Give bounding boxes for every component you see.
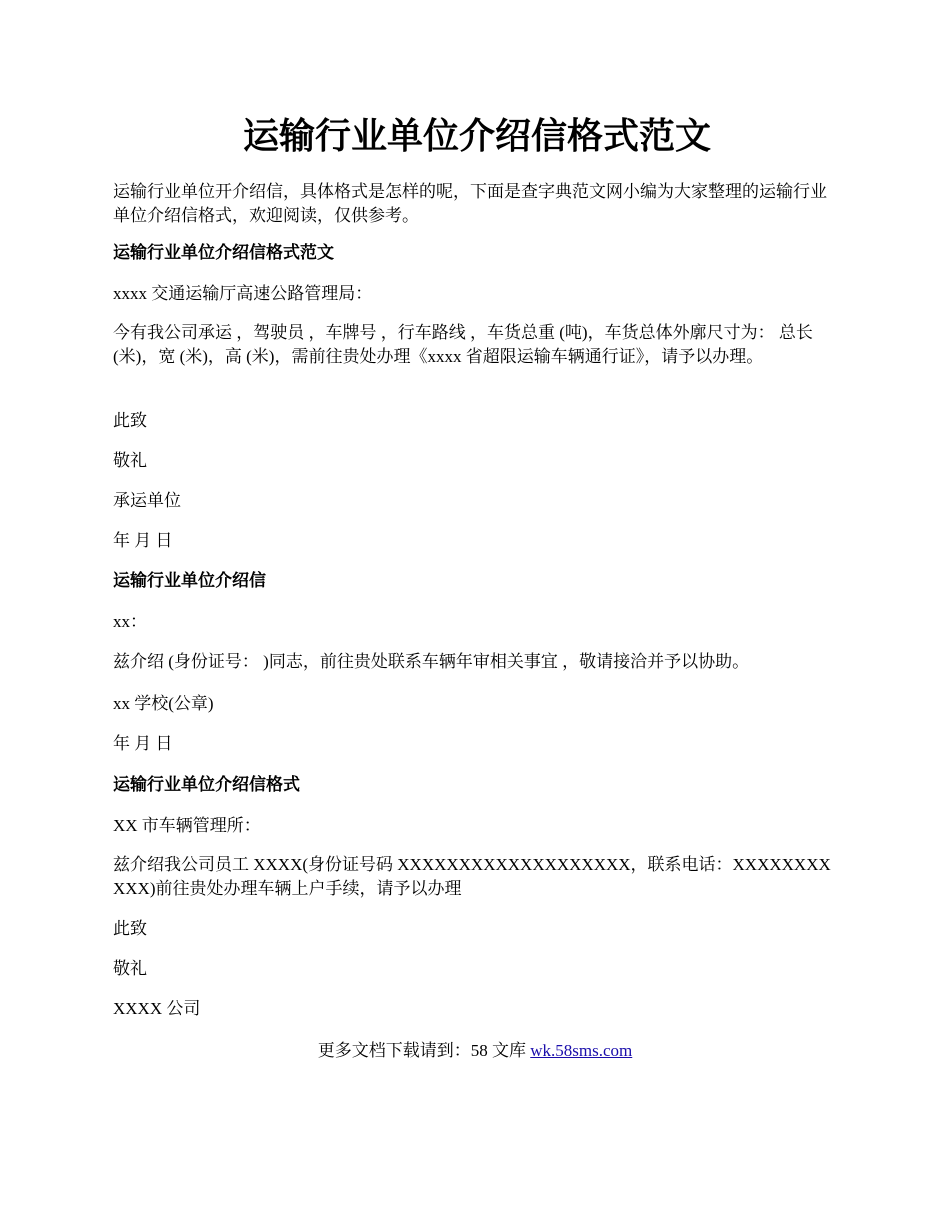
- document-title: 运输行业单位介绍信格式范文: [242, 116, 711, 156]
- section2-body: 兹介绍 (身份证号： )同志，前往贵处联系车辆年审相关事宜 ，敬请接洽并予以协助。: [113, 652, 750, 671]
- section3-recipient: XX 市车辆管理所：: [113, 816, 261, 835]
- intro-paragraph: 运输行业单位开介绍信，具体格式是怎样的呢，下面是查字典范文网小编为大家整理的运输行业单位介绍信格式，欢迎阅读，仅供参考。: [113, 182, 827, 225]
- section3-closing-cizhi: 此致: [113, 919, 147, 938]
- section1-closing-jingli: 敬礼: [113, 451, 147, 470]
- section2-date: 年 月 日: [113, 734, 173, 753]
- section3-closing-jingli: 敬礼: [113, 959, 147, 978]
- section3-signer: XXXX 公司: [113, 999, 201, 1018]
- section1-heading: 运输行业单位介绍信格式范文: [113, 243, 334, 262]
- section3-body: 兹介绍我公司员工 XXXX(身份证号码 XXXXXXXXXXXXXXXXXXX，联系电话：XXXXXXXXXXX)前往贵处办理车辆上户手续，请予以办理: [113, 855, 831, 898]
- section1-date: 年 月 日: [113, 531, 173, 550]
- section1-closing-cizhi: 此致: [113, 411, 147, 430]
- footer-text: 更多文档下载请到：58 文库: [317, 1041, 531, 1060]
- footer: [0, 1039, 950, 1063]
- section1-recipient: xxxx 交通运输厅高速公路管理局：: [113, 284, 373, 303]
- section2-recipient: xx：: [113, 612, 147, 631]
- section2-signer: xx 学校(公章): [113, 694, 214, 713]
- section2-heading: 运输行业单位介绍信: [113, 571, 266, 590]
- footer-link[interactable]: wk.58sms.com: [530, 1041, 633, 1060]
- section1-signer: 承运单位: [113, 491, 181, 510]
- section3-heading: 运输行业单位介绍信格式: [113, 775, 300, 794]
- section1-body: 今有我公司承运 ，驾驶员 ，车牌号 ，行车路线 ，车货总重 (吨)，车货总体外廓尺寸为： 总长 (米)，宽 (米)，高 (米)，需前往贵处办理《xxxx 省超限运输车辆通行证》，请予以办理。: [113, 323, 813, 366]
